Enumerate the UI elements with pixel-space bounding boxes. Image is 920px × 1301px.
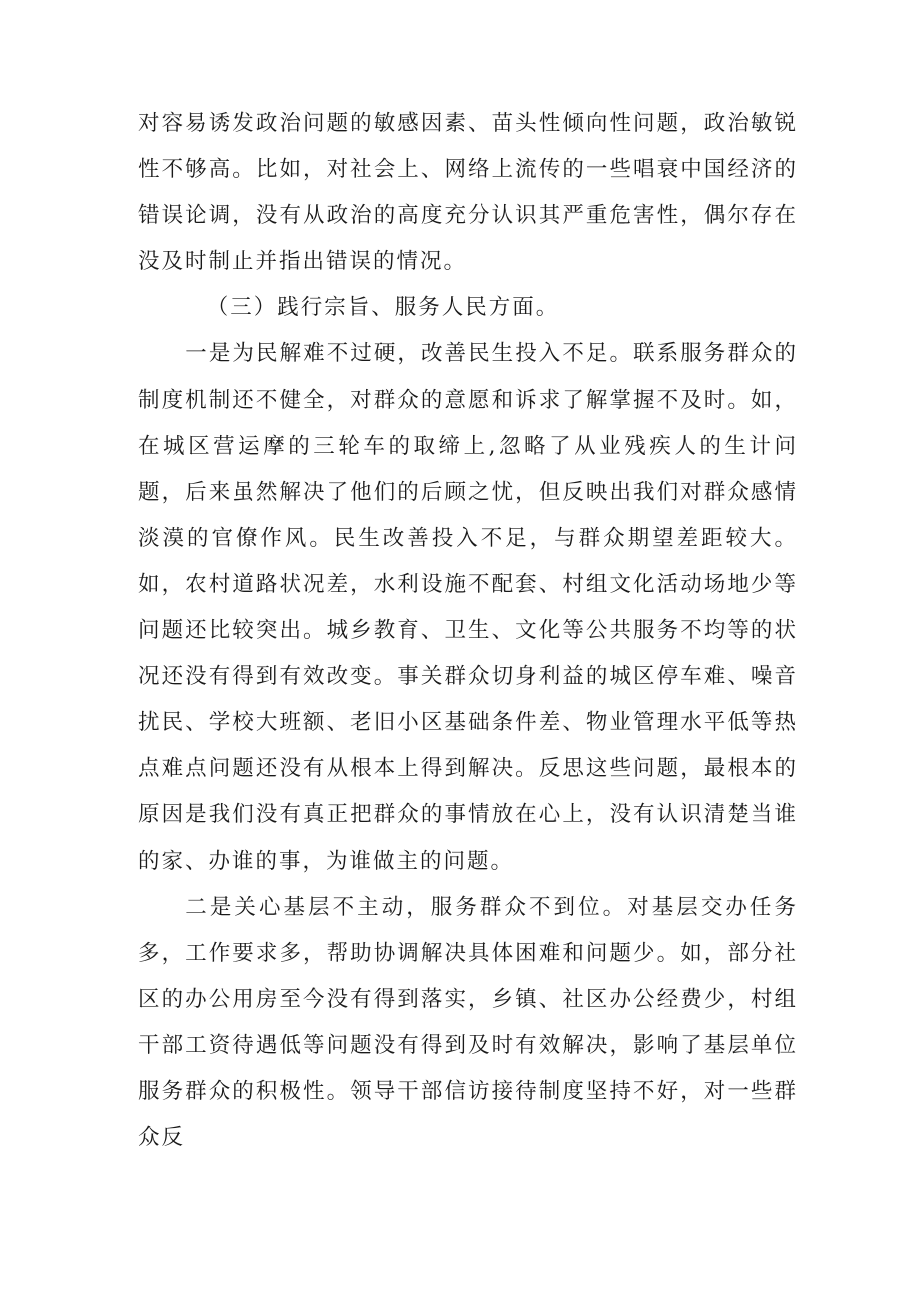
paragraph-point-one: 一是为民解难不过硬，改善民生投入不足。联系服务群众的制度机制还不健全，对群众的意愿和诉求了解掌握不及时。如，在城区营运摩的三轮车的取缔上,忽略了从业残疾人的生计问题，后来虽然解决了他们的后顾之忧，但反映出我们对群众感情淡漠的官僚作风。民生改善投入不足，与群众期望差距较大。如，农村道路状况差，水利设施不配套、村组文化活动场地少等问题还比较突出。城乡教育、卫生、文化等公共服务不均等的状况还没有得到有效改变。事关群众切身利益的城区停车难、噪音扰民、学校大班额、老旧小区基础条件差、物业管理水平低等热点难点问题还没有从根本上得到解决。反思这些问题，最根本的原因是我们没有真正把群众的事情放在心上，没有认识清楚当谁的家、办谁的事，为谁做主的问题。 — [138, 341, 798, 874]
document-body — [138, 101, 798, 1161]
paragraph-point-two: 二是关心基层不主动，服务群众不到位。对基层交办任务多，工作要求多，帮助协调解决具体困难和问题少。如，部分社区的办公用房至今没有得到落实，乡镇、社区办公经费少，村组干部工资待遇低等问题没有得到及时有效解决，影响了基层单位服务群众的积极性。领导干部信访接待制度坚持不好，对一些群众反 — [138, 894, 798, 1151]
section-heading: （三）践行宗旨、服务人民方面。 — [206, 295, 560, 321]
paragraph-continuation: 对容易诱发政治问题的敏感因素、苗头性倾向性问题，政治敏锐性不够高。比如，对社会上、网络上流传的一些唱衰中国经济的错误论调，没有从政治的高度充分认识其严重危害性，偶尔存在没及时制止并指出错误的情况。 — [138, 111, 798, 275]
